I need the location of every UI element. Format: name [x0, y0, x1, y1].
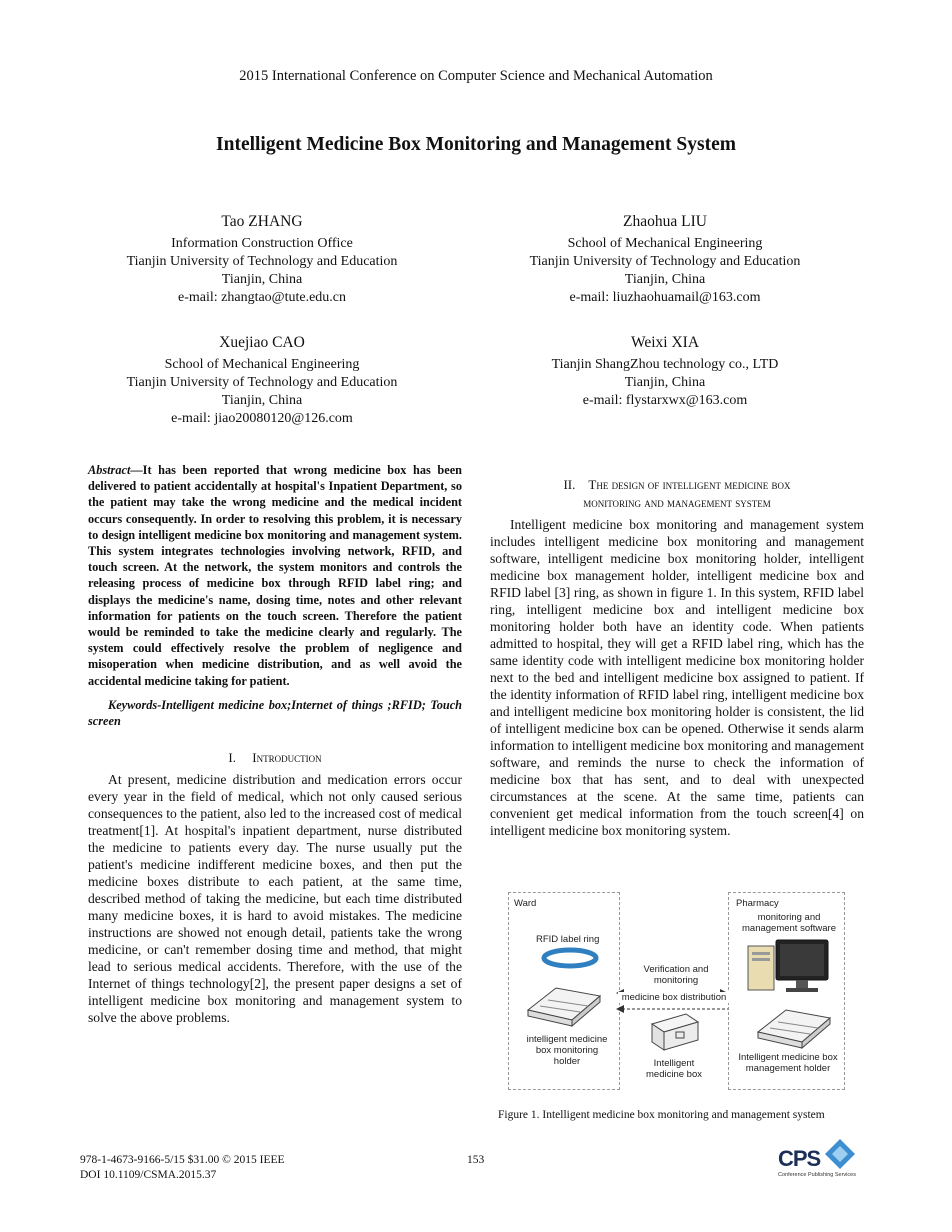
section-2-title-line2: monitoring and management system — [583, 495, 771, 510]
author-affil: Information Construction Office — [171, 236, 353, 251]
right-column — [490, 476, 864, 839]
cps-logo-subtext: Conference Publishing Services — [778, 1172, 856, 1178]
abstract — [88, 462, 462, 689]
software-label — [734, 912, 844, 934]
distribution-label: medicine box distribution — [618, 992, 730, 1003]
rfid-label: RFID label ring — [536, 934, 600, 945]
pharmacy-label: Pharmacy — [736, 898, 779, 909]
author-email: e-mail: jiao20080120@126.com — [171, 411, 353, 426]
figure-caption: Figure 1. Intelligent medicine box monitoring and management system — [498, 1109, 825, 1121]
box-label-line1: Intelligent — [653, 1058, 695, 1069]
cps-logo-diamond-icon — [824, 1138, 856, 1170]
author-block-1 — [80, 213, 444, 307]
section-2-number: II. — [563, 477, 576, 492]
holder-label — [522, 1034, 612, 1067]
author-name: Zhaohua LIU — [623, 213, 707, 230]
footer-doi: DOI 10.1109/CSMA.2015.37 — [80, 1169, 217, 1181]
author-affil: School of Mechanical Engineering — [164, 357, 360, 372]
cps-logo-text: CPS — [778, 1146, 821, 1171]
box-label-line2: medicine box — [646, 1069, 702, 1080]
verification-label — [636, 964, 716, 986]
left-column — [88, 462, 462, 1026]
author-affil: Tianjin, China — [221, 272, 303, 287]
box-label — [634, 1058, 714, 1080]
author-block-4 — [480, 334, 850, 410]
section-1-number: I. — [228, 750, 236, 766]
author-affil: Tianjin University of Technology and Education — [126, 254, 398, 269]
author-name: Tao ZHANG — [221, 213, 303, 230]
software-line1: monitoring and — [757, 912, 821, 923]
section-2-heading — [490, 476, 864, 512]
medicine-box-icon — [646, 1010, 702, 1054]
paper-title: Intelligent Medicine Box Monitoring and Management System — [216, 134, 736, 155]
keywords: Keywords-Intelligent medicine box;Internet of things ;RFID; Touch screen — [88, 697, 462, 729]
section-1-title: Introduction — [252, 750, 322, 766]
section-2-title-line1: The design of intelligent medicine box — [588, 477, 791, 492]
computer-icon — [744, 938, 834, 996]
author-block-3 — [80, 334, 444, 428]
author-affil: Tianjin University of Technology and Education — [529, 254, 801, 269]
author-affil: Tianjin, China — [221, 393, 303, 408]
conference-header: 2015 International Conference on Computer Science and Mechanical Automation — [239, 68, 713, 84]
monitoring-holder-icon — [522, 978, 604, 1028]
holder-label-line1: intelligent medicine — [526, 1034, 608, 1045]
verification-line1: Verification and — [643, 964, 709, 975]
management-holder-label — [732, 1052, 844, 1074]
author-affil: Tianjin, China — [624, 272, 706, 287]
software-line2: management software — [742, 923, 836, 934]
author-affil: Tianjin, China — [624, 375, 706, 390]
mgmt-line2: management holder — [745, 1063, 831, 1074]
figure-1 — [508, 892, 848, 1092]
abstract-label: Abstract — [88, 463, 131, 477]
verification-line2: monitoring — [653, 975, 699, 986]
abstract-text: —It has been reported that wrong medicine box has been delivered to patient accidentally at hospital's Inpatient Department, so the patient may take the wrong medicine and the medical incident occurs consequently. In order to resolving this problem, it is necessary to design intelligent medicine box monitoring and management system. This system integrates technologies involving network, RFID, and touch screen. At the network, the system monitors and controls the releasing process of medicine box through RFID label ring; and displays the medicine's name, dosing time, notes and other relevant information for patients on the touch screen. Therefore the patient would be reminded to take the medicine clearly and regularly. The system could effectively resolve the problem of negligence and misoperation when medicine distribution, and as well avoid the accidental medicine taking for patient. — [88, 463, 462, 688]
footer-isbn: 978-1-4673-9166-5/15 $31.00 © 2015 IEEE — [80, 1154, 285, 1166]
author-email: e-mail: zhangtao@tute.edu.cn — [178, 290, 346, 305]
author-block-2 — [480, 213, 850, 307]
holder-label-line2: box monitoring holder — [535, 1045, 599, 1067]
ward-label: Ward — [514, 898, 537, 909]
page-number: 153 — [467, 1154, 485, 1166]
author-affil: Tianjin University of Technology and Education — [126, 375, 398, 390]
section-1-heading — [88, 749, 462, 766]
section-2-body: Intelligent medicine box monitoring and management system includes intelligent medicine box monitoring and management software, intelligent medicine box monitoring holder, intelligent medicine box management holder, intelligent medicine box and RFID label [3] ring, as shown in figure 1. In this system, RFID label ring, intelligent medicine box and intelligent medicine box monitoring holder both have an identity code. When patients admitted to hospital, they will get a RFID label ring, which has the same identity code with intelligent medicine box monitoring holder next to the bed and intelligent medicine box assigned to patient. If the identity information of RFID label ring, intelligent medicine box and intelligent medicine box monitoring holder is consistent, the lid of intelligent medicine box can be opened. Otherwise it sends alarm information to intelligent medicine box monitoring and management software, and reminds the nurse to check the information of medicine box that has sent, and to deal with unexpected circumstances at the scene. At the same time, patients can convenient get medical information from the touch screen[4] on intelligent medicine box monitoring system. — [490, 517, 864, 838]
cps-logo — [778, 1138, 858, 1186]
author-affil: School of Mechanical Engineering — [567, 236, 763, 251]
section-1-body: At present, medicine distribution and medication errors occur every year in the field of medical, which not only caused serious consequences to the patient, also led to the increased cost of medical treatment[1]. At hospital's inpatient department, nurse distributed the medicine to patients every day. The nurse usually put the patient's medicine indifferent medicine boxes, and then put the medicine boxes distribute to each patient, at the same time, described method of taking the medicine, but each time distributed many medicine boxes, it is hard to avoid mistakes. The medicine instructions are showed not enough detail, patients take the wrong medicine, or can't remember dosing time and method, that might lead to serious medical accidents. Therefore, with the use of the Internet of things technology[2], the present paper designs a set of intelligent medicine box monitoring and management system to solve the above problems. — [88, 772, 462, 1026]
author-name: Xuejiao CAO — [219, 334, 305, 351]
author-email: e-mail: flystarxwx@163.com — [582, 393, 748, 408]
management-holder-icon — [752, 1000, 834, 1050]
author-email: e-mail: liuzhaohuamail@163.com — [569, 290, 761, 305]
author-affil: Tianjin ShangZhou technology co., LTD — [551, 357, 779, 372]
mgmt-line1: Intelligent medicine box — [738, 1052, 838, 1063]
footer-meta — [80, 1153, 285, 1183]
rfid-ring-icon — [540, 947, 600, 969]
author-name: Weixi XIA — [630, 334, 700, 351]
